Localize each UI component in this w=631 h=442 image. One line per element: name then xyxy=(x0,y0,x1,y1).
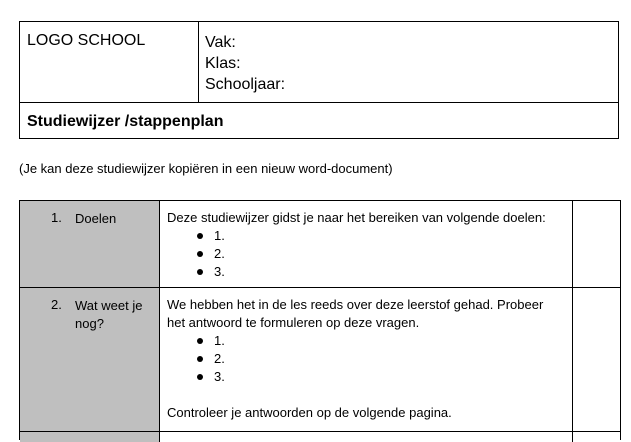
step-number: 1. xyxy=(51,210,62,225)
list-item: 1. xyxy=(167,227,572,245)
step-footer: Controleer je antwoorden op de volgende pagina. xyxy=(167,405,452,420)
step-1-label-cell xyxy=(20,201,160,287)
step-1-content-cell xyxy=(160,201,573,287)
list-item: 2. xyxy=(167,245,572,263)
list-item: 3. xyxy=(167,368,572,386)
step-1-extra-cell xyxy=(573,201,620,287)
klas-label: Klas: xyxy=(205,55,241,72)
step-2-label-cell xyxy=(20,288,160,431)
school-logo-text: LOGO SCHOOL xyxy=(20,22,199,102)
step-intro-line: We hebben het in de les reeds over deze leerstof gehad. Probeer xyxy=(167,297,544,312)
step-label: Doelen xyxy=(75,211,117,226)
question-list xyxy=(167,332,572,386)
step-3-content-cell xyxy=(160,432,573,442)
vak-label: Vak: xyxy=(205,34,236,51)
step-3-label-cell xyxy=(20,432,160,442)
step-number: 2. xyxy=(51,297,62,312)
schooljaar-label: Schooljaar: xyxy=(205,76,286,93)
list-item: 3. xyxy=(167,263,572,281)
copy-note: (Je kan deze studiewijzer kopiëren in een nieuw word-document) xyxy=(19,161,393,176)
header-table xyxy=(19,21,619,139)
steps-table xyxy=(19,200,621,440)
document-title: Studiewijzer /stappenplan xyxy=(20,102,618,138)
list-item: 1. xyxy=(167,332,572,350)
step-intro: Deze studiewijzer gidst je naar het bereiken van volgende doelen: xyxy=(167,210,546,225)
list-item: 2. xyxy=(167,350,572,368)
step-2-extra-cell xyxy=(573,288,620,431)
header-meta xyxy=(199,22,618,102)
goal-list xyxy=(167,227,572,281)
step-2-content-cell xyxy=(160,288,573,431)
step-label: Wat weet je nog? xyxy=(75,298,143,331)
step-intro-line: het antwoord te formuleren op deze vragen. xyxy=(167,315,420,330)
